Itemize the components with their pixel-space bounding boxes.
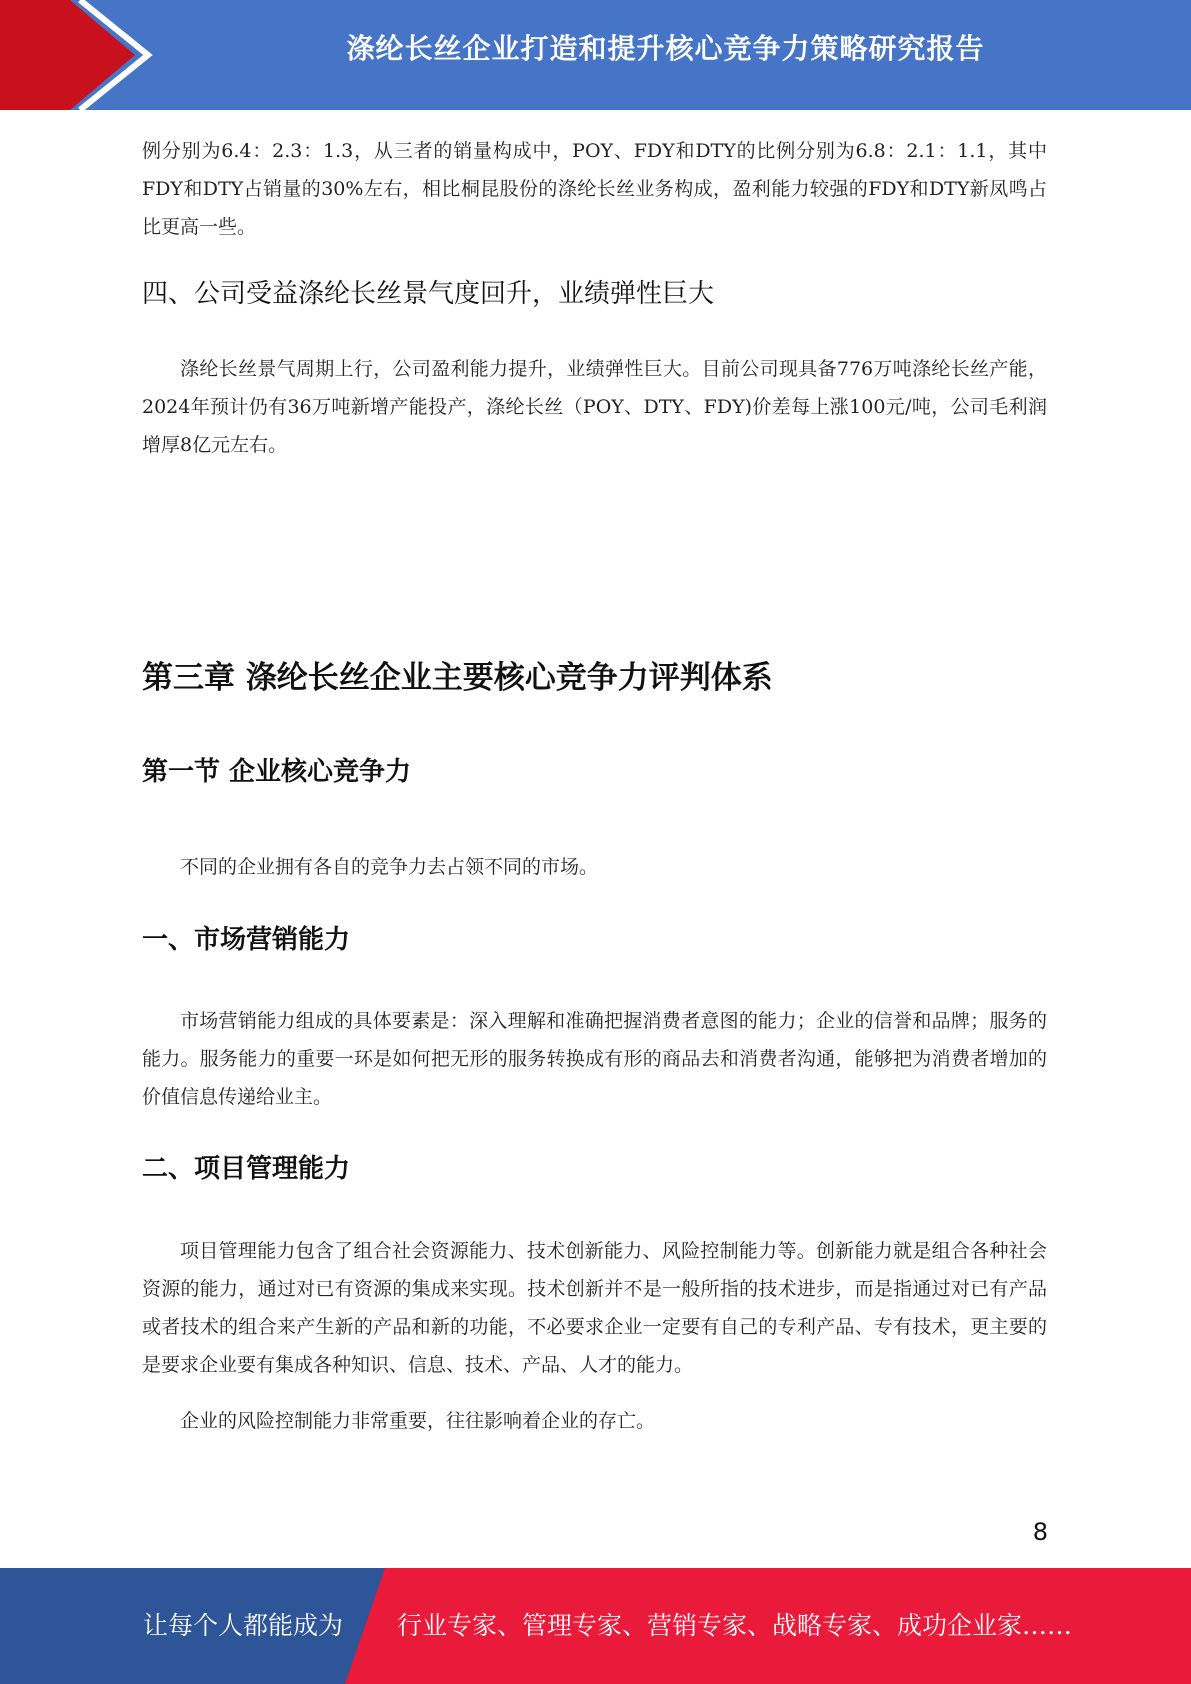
page-number: 8 — [1032, 1518, 1048, 1546]
subsection-project-paragraph: 项目管理能力包含了组合社会资源能力、技术创新能力、风险控制能力等。创新能力就是组合各种社会资源的能力，通过对已有资源的集成来实现。技术创新并不是一般所指的技术进步，而是指通过对已有产品或者技术的组合来产生新的产品和新的功能，不必要求企业一定要有自己的专利产品、专有技术，更主要的是要求企业要有集成各种知识、信息、技术、产品、人才的能力。 — [142, 1240, 1047, 1376]
node-heading: 第一节 企业核心竞争力 — [142, 757, 412, 787]
risk-control-paragraph: 企业的风险控制能力非常重要，往往影响着企业的存亡。 — [180, 1410, 656, 1432]
footer-banner — [0, 1568, 1191, 1684]
node-paragraph: 不同的企业拥有各自的竞争力去占领不同的市场。 — [180, 856, 599, 878]
chapter-heading: 第三章 涤纶长丝企业主要核心竞争力评判体系 — [142, 660, 773, 696]
section-four-paragraph: 涤纶长丝景气周期上行，公司盈利能力提升，业绩弹性巨大。目前公司现具备776万吨涤纶长丝产能，2024年预计仍有36万吨新增产能投产，涤纶长丝（POY、DTY、FDY)价差每上涨100元/吨，公司毛利润增厚8亿元左右。 — [142, 358, 1047, 456]
header-arrow-decoration — [0, 0, 160, 110]
intro-paragraph: 例分别为6.4：2.3：1.3，从三者的销量构成中，POY、FDY和DTY的比例分别为6.8：2.1：1.1，其中FDY和DTY占销量的30%左右，相比桐昆股份的涤纶长丝业务构成，盈利能力较强的FDY和DTY新凤鸣占比更高一些。 — [142, 140, 1047, 238]
subsection-project-heading: 二、项目管理能力 — [142, 1154, 351, 1184]
section-four-heading: 四、公司受益涤纶长丝景气度回升，业绩弹性巨大 — [142, 279, 715, 309]
subsection-marketing-heading: 一、市场营销能力 — [142, 925, 351, 955]
header-banner — [0, 0, 1191, 110]
report-title: 涤纶长丝企业打造和提升核心竞争力策略研究报告 — [346, 32, 985, 65]
footer-slogan-right: 行业专家、管理专家、营销专家、战略专家、成功企业家…… — [397, 1611, 1073, 1640]
footer-slogan-left: 让每个人都能成为 — [143, 1611, 344, 1640]
subsection-marketing-paragraph: 市场营销能力组成的具体要素是：深入理解和准确把握消费者意图的能力；企业的信誉和品牌；服务的能力。服务能力的重要一环是如何把无形的服务转换成有形的商品去和消费者沟通，能够把为消费者增加的价值信息传递给业主。 — [142, 1010, 1047, 1108]
